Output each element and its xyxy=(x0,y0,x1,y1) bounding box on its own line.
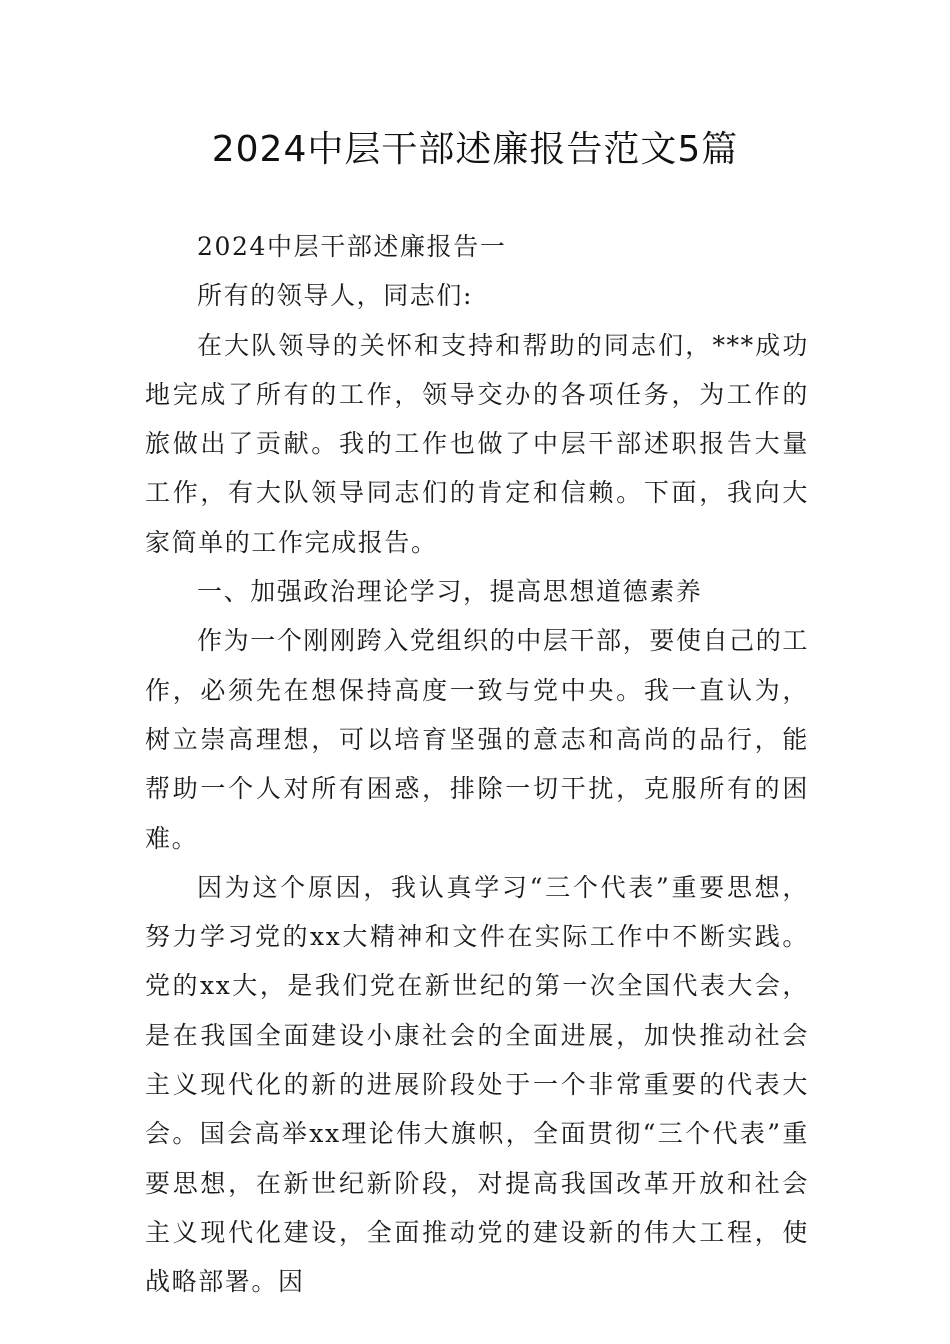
paragraph: 因为这个原因，我认真学习“三个代表”重要思想，努力学习党的xx大精神和文件在实际工作中不断实践。党的xx大，是我们党在新世纪的第一次全国代表大会，是在我国全面建设小康社会的全面进展，加快推动社会主义现代化的新的进展阶段处于一个非常重要的代表大会。国会高举xx理论伟大旗帜，全面贯彻“三个代表”重要思想，在新世纪新阶段，对提高我国改革开放和社会主义现代化建设，全面推动党的建设新的伟大工程，使战略部署。因 xyxy=(145,872,809,1297)
document-title: 2024中层干部述廉报告范文5篇 xyxy=(211,129,739,170)
subsection-heading: 一、加强政治理论学习，提高思想道德素养 xyxy=(197,577,703,607)
section-heading: 2024中层干部述廉报告一 xyxy=(197,232,507,261)
salutation: 所有的领导人，同志们: xyxy=(197,281,474,311)
document-body xyxy=(145,222,809,1307)
paragraph: 作为一个刚刚跨入党组织的中层干部，要使自己的工作，必须先在想保持高度一致与党中央。我一直认为，树立崇高理想，可以培育坚强的意志和高尚的品行，能帮助一个人对所有困惑，排除一切干扰，克服所有的困难。 xyxy=(145,626,809,853)
paragraph: 在大队领导的关怀和支持和帮助的同志们，***成功地完成了所有的工作，领导交办的各项任务，为工作的旅做出了贡献。我的工作也做了中层干部述职报告大量工作，有大队领导同志们的肯定和信赖。下面，我向大家简单的工作完成报告。 xyxy=(145,330,809,557)
